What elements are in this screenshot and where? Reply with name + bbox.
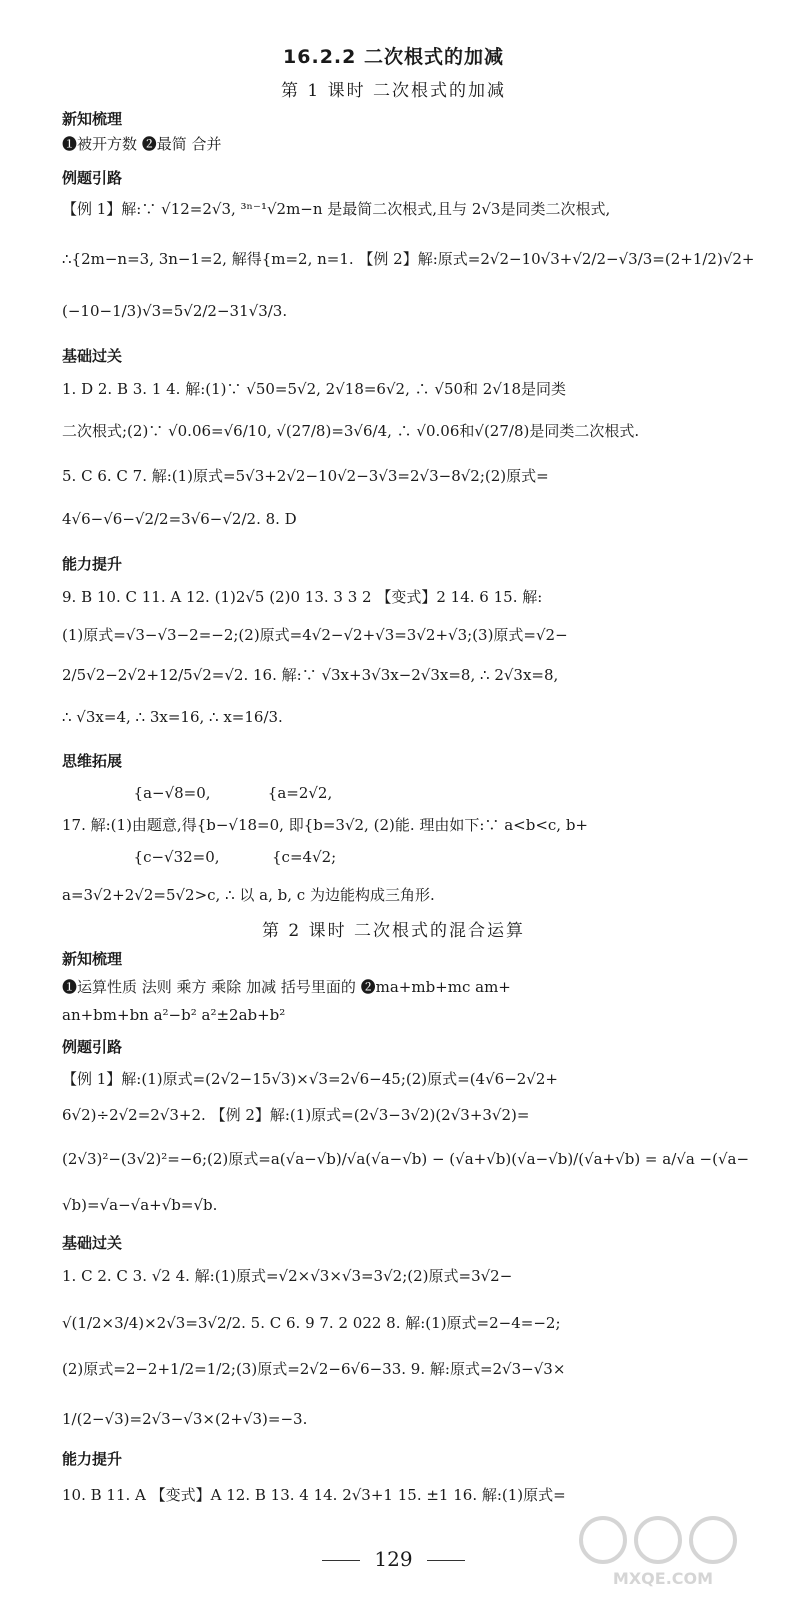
page-number-text: 129 [374, 1547, 413, 1571]
heading-liti-2: 例题引路 [62, 1038, 123, 1056]
page-number-dash-left [322, 1560, 360, 1561]
heading-siwei: 思维拓展 [62, 752, 123, 770]
heading-jichu-2: 基础过关 [62, 1234, 123, 1252]
liti-1-line-1: 【例 1】解:∵ √12=2√3, ³ⁿ⁻¹√2m−n 是最简二次根式,且与 2√3是同类二次根式, [62, 200, 611, 218]
watermark-circle-3 [691, 1518, 735, 1562]
nengli-2-line-1: 10. B 11. A 【变式】A 12. B 13. 4 14. 2√3+1 15. ±1 16. 解:(1)原式= [62, 1486, 566, 1504]
watermark-circle-2 [636, 1518, 680, 1562]
liti-2-line-2: 6√2)÷2√2=2√3+2. 【例 2】解:(1)原式=(2√3−3√2)(2√3+3√2)= [62, 1106, 530, 1124]
jichu-2-line-3: (2)原式=2−2+1/2=1/2;(3)原式=2√2−6√6−33. 9. 解:原式=2√3−√3× [62, 1360, 566, 1378]
liti-2-line-1: 【例 1】解:(1)原式=(2√2−15√3)×√3=2√6−45;(2)原式=(4√6−2√2+ [62, 1070, 558, 1088]
jichu-2-line-4: 1/(2−√3)=2√3−√3×(2+√3)=−3. [62, 1410, 308, 1428]
page-number-dash-right [427, 1560, 465, 1561]
xinzhi-1-text: ❶被开方数 ❷最简 合并 [62, 135, 222, 153]
liti-2-line-3: (2√3)²−(3√2)²=−6;(2)原式=a(√a−√b)/√a(√a−√b) − (√a+√b)(√a−√b)/(√a+√b) = a/√a −(√a− [62, 1150, 750, 1168]
jichu-1-line-4: 4√6−√6−√2/2=3√6−√2/2. 8. D [62, 510, 297, 528]
nengli-1-line-2: (1)原式=√3−√3−2=−2;(2)原式=4√2−√2+√3=3√2+√3;(3)原式=√2− [62, 626, 568, 644]
heading-nengli-2: 能力提升 [62, 1450, 123, 1468]
heading-nengli-1: 能力提升 [62, 555, 123, 573]
liti-1-line-2: ∴{2m−n=3, 3n−1=2, 解得{m=2, n=1. 【例 2】解:原式=2√2−10√3+√2/2−√3/3=(2+1/2)√2+ [62, 250, 755, 268]
watermark-logo [563, 1510, 763, 1590]
jichu-1-line-2: 二次根式;(2)∵ √0.06=√6/10, √(27/8)=3√6/4, ∴ √0.06和√(27/8)是同类二次根式. [62, 422, 640, 440]
heading-liti-1: 例题引路 [62, 169, 123, 187]
siwei-line-3: {c−√32=0, {c=4√2; [62, 848, 337, 866]
heading-jichu-1: 基础过关 [62, 347, 123, 365]
liti-1-line-3: (−10−1/3)√3=5√2/2−31√3/3. [62, 302, 288, 320]
lesson2-title: 第 2 课时 二次根式的混合运算 [261, 921, 526, 941]
siwei-line-4: a=3√2+2√2=5√2>c, ∴ 以 a, b, c 为边能构成三角形. [62, 886, 435, 904]
xinzhi-2-line-1: ❶运算性质 法则 乘方 乘除 加减 括号里面的 ❷ma+mb+mc am+ [62, 978, 511, 996]
xinzhi-2-line-2: an+bm+bn a²−b² a²±2ab+b² [62, 1006, 286, 1024]
jichu-1-line-1: 1. D 2. B 3. 1 4. 解:(1)∵ √50=5√2, 2√18=6√2, ∴ √50和 2√18是同类 [62, 380, 566, 398]
nengli-1-line-1: 9. B 10. C 11. A 12. (1)2√5 (2)0 13. 3 3 2 【变式】2 14. 6 15. 解: [62, 588, 543, 606]
heading-xinzhi-2: 新知梳理 [62, 950, 123, 968]
watermark-circle-1 [581, 1518, 625, 1562]
jichu-1-line-3: 5. C 6. C 7. 解:(1)原式=5√3+2√2−10√2−3√3=2√3−8√2;(2)原式= [62, 467, 549, 485]
section-title: 16.2.2 二次根式的加减 [283, 46, 504, 68]
siwei-line-2: 17. 解:(1)由题意,得{b−√18=0, 即{b=3√2, (2)能. 理由如下:∵ a<b<c, b+ [62, 816, 588, 834]
siwei-line-1: {a−√8=0, {a=2√2, [62, 784, 333, 802]
nengli-1-line-3: 2/5√2−2√2+12/5√2=√2. 16. 解:∵ √3x+3√3x−2√3x=8, ∴ 2√3x=8, [62, 666, 559, 684]
heading-xinzhi-1: 新知梳理 [62, 110, 123, 128]
watermark-text: MXQE.COM [612, 1569, 714, 1588]
lesson1-title: 第 1 课时 二次根式的加减 [280, 81, 507, 101]
jichu-2-line-2: √(1/2×3/4)×2√3=3√2/2. 5. C 6. 9 7. 2 022 8. 解:(1)原式=2−4=−2; [62, 1314, 561, 1332]
jichu-2-line-1: 1. C 2. C 3. √2 4. 解:(1)原式=√2×√3×√3=3√2;(2)原式=3√2− [62, 1267, 513, 1285]
liti-2-line-4: √b)=√a−√a+√b=√b. [62, 1196, 218, 1214]
nengli-1-line-4: ∴ √3x=4, ∴ 3x=16, ∴ x=16/3. [62, 708, 283, 726]
